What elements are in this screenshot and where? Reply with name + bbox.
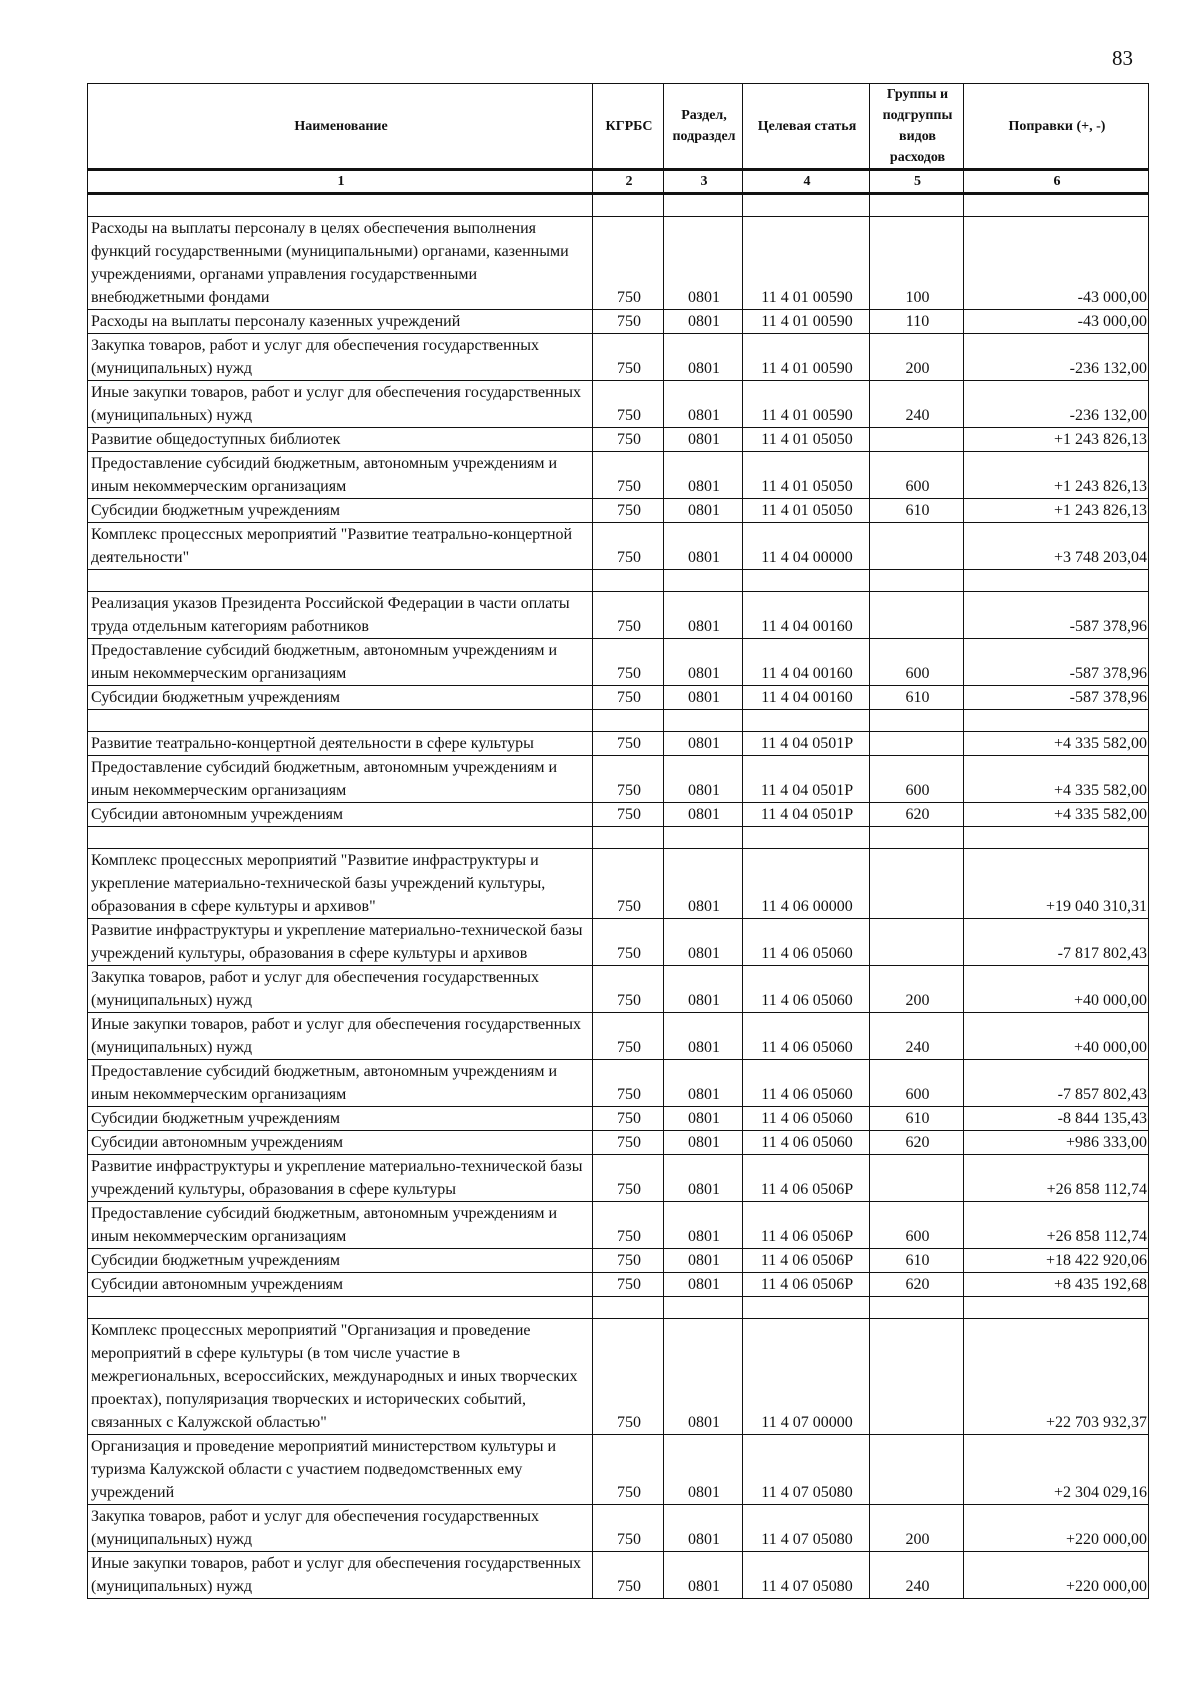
- table-row: [88, 1552, 1149, 1599]
- amount-cell: +19 040 310,31: [964, 849, 1149, 919]
- kgrbs-cell: 750: [593, 732, 664, 756]
- empty-cell: [664, 570, 743, 592]
- table-row: [88, 592, 1149, 639]
- amount-cell: +3 748 203,04: [964, 523, 1149, 570]
- row-name-cell: Предоставление субсидий бюджетным, автономным учреждениям и иным некоммерческим организациям: [88, 756, 593, 803]
- kgrbs-cell: 750: [593, 523, 664, 570]
- vid-cell: 610: [870, 1107, 964, 1131]
- row-name-cell: Субсидии автономным учреждениям: [88, 803, 593, 827]
- kgrbs-cell: 750: [593, 1505, 664, 1552]
- vid-cell: 240: [870, 1552, 964, 1599]
- row-name-cell: Комплекс процессных мероприятий "Развитие инфраструктуры и укрепление материально-технической базы учреждений культуры, образования в сфере культуры и архивов": [88, 849, 593, 919]
- table-row: [88, 966, 1149, 1013]
- vid-cell: 620: [870, 1273, 964, 1297]
- razdel-cell: 0801: [664, 1131, 743, 1155]
- row-name-cell: Иные закупки товаров, работ и услуг для обеспечения государственных (муниципальных) нужд: [88, 1552, 593, 1599]
- empty-cell: [870, 570, 964, 592]
- empty-cell: [743, 827, 870, 849]
- row-name-cell: Субсидии бюджетным учреждениям: [88, 499, 593, 523]
- amount-cell: -587 378,96: [964, 592, 1149, 639]
- vid-cell: [870, 428, 964, 452]
- vid-cell: 600: [870, 756, 964, 803]
- kgrbs-cell: 750: [593, 1107, 664, 1131]
- razdel-cell: 0801: [664, 1505, 743, 1552]
- tselevaya-cell: 11 4 01 05050: [743, 452, 870, 499]
- table-row: [88, 381, 1149, 428]
- empty-cell: [664, 710, 743, 732]
- kgrbs-cell: 750: [593, 686, 664, 710]
- amount-cell: +22 703 932,37: [964, 1319, 1149, 1435]
- amount-cell: +220 000,00: [964, 1505, 1149, 1552]
- tselevaya-cell: 11 4 04 0501P: [743, 756, 870, 803]
- amount-cell: +40 000,00: [964, 1013, 1149, 1060]
- razdel-cell: 0801: [664, 428, 743, 452]
- empty-cell: [664, 194, 743, 217]
- tselevaya-cell: 11 4 01 05050: [743, 499, 870, 523]
- table-row: [88, 1319, 1149, 1435]
- row-name-cell: Предоставление субсидий бюджетным, автономным учреждениям и иным некоммерческим организациям: [88, 639, 593, 686]
- kgrbs-cell: 750: [593, 1131, 664, 1155]
- kgrbs-cell: 750: [593, 381, 664, 428]
- razdel-cell: 0801: [664, 966, 743, 1013]
- row-name-cell: Комплекс процессных мероприятий "Организация и проведение мероприятий в сфере культуры (в том числе участие в межрегиональных, всероссийских, международных и иных творческих проектах), популяризация творческих и исторических событий, связанных с Калужской областью": [88, 1319, 593, 1435]
- empty-cell: [964, 710, 1149, 732]
- amount-cell: +1 243 826,13: [964, 428, 1149, 452]
- empty-cell: [593, 570, 664, 592]
- empty-cell: [743, 570, 870, 592]
- tselevaya-cell: 11 4 04 00000: [743, 523, 870, 570]
- table-row: [88, 1155, 1149, 1202]
- row-name-cell: Субсидии бюджетным учреждениям: [88, 686, 593, 710]
- kgrbs-cell: 750: [593, 849, 664, 919]
- razdel-cell: 0801: [664, 1319, 743, 1435]
- razdel-cell: 0801: [664, 803, 743, 827]
- kgrbs-cell: 750: [593, 1249, 664, 1273]
- empty-cell: [593, 827, 664, 849]
- header-razdel: Раздел, подраздел: [664, 84, 743, 170]
- amount-cell: -8 844 135,43: [964, 1107, 1149, 1131]
- empty-cell: [664, 827, 743, 849]
- razdel-cell: 0801: [664, 1552, 743, 1599]
- kgrbs-cell: 750: [593, 1552, 664, 1599]
- kgrbs-cell: 750: [593, 1013, 664, 1060]
- vid-cell: 600: [870, 1060, 964, 1107]
- amount-cell: +26 858 112,74: [964, 1202, 1149, 1249]
- kgrbs-cell: 750: [593, 1202, 664, 1249]
- row-name-cell: Комплекс процессных мероприятий "Развитие театрально-концертной деятельности": [88, 523, 593, 570]
- amount-cell: +40 000,00: [964, 966, 1149, 1013]
- amount-cell: +220 000,00: [964, 1552, 1149, 1599]
- row-name-cell: Развитие инфраструктуры и укрепление материально-технической базы учреждений культуры, образования в сфере культуры: [88, 1155, 593, 1202]
- table-row: [88, 919, 1149, 966]
- table-row: [88, 334, 1149, 381]
- vid-cell: [870, 1319, 964, 1435]
- vid-cell: 610: [870, 1249, 964, 1273]
- empty-cell: [593, 710, 664, 732]
- razdel-cell: 0801: [664, 732, 743, 756]
- table-row: [88, 1013, 1149, 1060]
- blank-row: [88, 570, 1149, 592]
- vid-cell: [870, 523, 964, 570]
- table-row: [88, 1505, 1149, 1552]
- vid-cell: [870, 1155, 964, 1202]
- kgrbs-cell: 750: [593, 592, 664, 639]
- tselevaya-cell: 11 4 06 05060: [743, 1060, 870, 1107]
- kgrbs-cell: 750: [593, 919, 664, 966]
- kgrbs-cell: 750: [593, 428, 664, 452]
- razdel-cell: 0801: [664, 381, 743, 428]
- amount-cell: -43 000,00: [964, 310, 1149, 334]
- empty-cell: [743, 1297, 870, 1319]
- row-name-cell: Закупка товаров, работ и услуг для обеспечения государственных (муниципальных) нужд: [88, 966, 593, 1013]
- empty-cell: [870, 827, 964, 849]
- blank-row: [88, 827, 1149, 849]
- amount-cell: -43 000,00: [964, 217, 1149, 310]
- column-number: 6: [964, 170, 1149, 194]
- amount-cell: +1 243 826,13: [964, 499, 1149, 523]
- row-name-cell: Расходы на выплаты персоналу казенных учреждений: [88, 310, 593, 334]
- empty-cell: [88, 194, 593, 217]
- empty-cell: [88, 570, 593, 592]
- table-row: [88, 310, 1149, 334]
- row-name-cell: Предоставление субсидий бюджетным, автономным учреждениям и иным некоммерческим организациям: [88, 1060, 593, 1107]
- column-number: 1: [88, 170, 593, 194]
- vid-cell: 200: [870, 966, 964, 1013]
- amount-cell: -587 378,96: [964, 639, 1149, 686]
- vid-cell: 200: [870, 334, 964, 381]
- amount-cell: +18 422 920,06: [964, 1249, 1149, 1273]
- table-row: [88, 1202, 1149, 1249]
- empty-cell: [870, 194, 964, 217]
- razdel-cell: 0801: [664, 1013, 743, 1060]
- razdel-cell: 0801: [664, 217, 743, 310]
- tselevaya-cell: 11 4 07 05080: [743, 1435, 870, 1505]
- tselevaya-cell: 11 4 06 0506P: [743, 1155, 870, 1202]
- razdel-cell: 0801: [664, 310, 743, 334]
- row-name-cell: Предоставление субсидий бюджетным, автономным учреждениям и иным некоммерческим организациям: [88, 1202, 593, 1249]
- tselevaya-cell: 11 4 06 0506P: [743, 1273, 870, 1297]
- empty-cell: [88, 827, 593, 849]
- vid-cell: [870, 592, 964, 639]
- tselevaya-cell: 11 4 01 00590: [743, 334, 870, 381]
- row-name-cell: Реализация указов Президента Российской Федерации в части оплаты труда отдельным категориям работников: [88, 592, 593, 639]
- razdel-cell: 0801: [664, 756, 743, 803]
- razdel-cell: 0801: [664, 1249, 743, 1273]
- razdel-cell: 0801: [664, 1155, 743, 1202]
- amount-cell: +1 243 826,13: [964, 452, 1149, 499]
- row-name-cell: Развитие театрально-концертной деятельности в сфере культуры: [88, 732, 593, 756]
- amount-cell: -236 132,00: [964, 381, 1149, 428]
- razdel-cell: 0801: [664, 499, 743, 523]
- row-name-cell: Закупка товаров, работ и услуг для обеспечения государственных (муниципальных) нужд: [88, 1505, 593, 1552]
- table-row: [88, 428, 1149, 452]
- empty-cell: [664, 1297, 743, 1319]
- amount-cell: -7 817 802,43: [964, 919, 1149, 966]
- tselevaya-cell: 11 4 07 00000: [743, 1319, 870, 1435]
- vid-cell: 620: [870, 803, 964, 827]
- blank-row: [88, 194, 1149, 217]
- amount-cell: +4 335 582,00: [964, 803, 1149, 827]
- tselevaya-cell: 11 4 06 05060: [743, 966, 870, 1013]
- table-row: [88, 1107, 1149, 1131]
- vid-cell: [870, 919, 964, 966]
- tselevaya-cell: 11 4 06 05060: [743, 919, 870, 966]
- budget-amendments-table: [87, 83, 1149, 1599]
- tselevaya-cell: 11 4 07 05080: [743, 1552, 870, 1599]
- kgrbs-cell: 750: [593, 334, 664, 381]
- table-row: [88, 523, 1149, 570]
- table-row: [88, 217, 1149, 310]
- table-row: [88, 452, 1149, 499]
- amount-cell: +986 333,00: [964, 1131, 1149, 1155]
- kgrbs-cell: 750: [593, 310, 664, 334]
- row-name-cell: Субсидии автономным учреждениям: [88, 1273, 593, 1297]
- vid-cell: [870, 849, 964, 919]
- tselevaya-cell: 11 4 01 00590: [743, 381, 870, 428]
- razdel-cell: 0801: [664, 686, 743, 710]
- empty-cell: [964, 1297, 1149, 1319]
- amount-cell: -7 857 802,43: [964, 1060, 1149, 1107]
- razdel-cell: 0801: [664, 639, 743, 686]
- table-row: [88, 849, 1149, 919]
- vid-cell: 600: [870, 639, 964, 686]
- kgrbs-cell: 750: [593, 1155, 664, 1202]
- tselevaya-cell: 11 4 04 00160: [743, 639, 870, 686]
- kgrbs-cell: 750: [593, 756, 664, 803]
- kgrbs-cell: 750: [593, 1319, 664, 1435]
- empty-cell: [964, 570, 1149, 592]
- vid-cell: [870, 732, 964, 756]
- table-row: [88, 732, 1149, 756]
- razdel-cell: 0801: [664, 592, 743, 639]
- tselevaya-cell: 11 4 04 00160: [743, 686, 870, 710]
- razdel-cell: 0801: [664, 1273, 743, 1297]
- column-number: 5: [870, 170, 964, 194]
- kgrbs-cell: 750: [593, 966, 664, 1013]
- row-name-cell: Иные закупки товаров, работ и услуг для обеспечения государственных (муниципальных) нужд: [88, 381, 593, 428]
- tselevaya-cell: 11 4 06 0506P: [743, 1249, 870, 1273]
- page-number: 83: [1112, 46, 1133, 70]
- razdel-cell: 0801: [664, 919, 743, 966]
- amount-cell: +2 304 029,16: [964, 1435, 1149, 1505]
- table-row: [88, 756, 1149, 803]
- kgrbs-cell: 750: [593, 217, 664, 310]
- table-row: [88, 1060, 1149, 1107]
- vid-cell: 240: [870, 381, 964, 428]
- kgrbs-cell: 750: [593, 803, 664, 827]
- tselevaya-cell: 11 4 04 0501P: [743, 803, 870, 827]
- tselevaya-cell: 11 4 07 05080: [743, 1505, 870, 1552]
- razdel-cell: 0801: [664, 523, 743, 570]
- razdel-cell: 0801: [664, 452, 743, 499]
- vid-cell: 240: [870, 1013, 964, 1060]
- tselevaya-cell: 11 4 06 05060: [743, 1107, 870, 1131]
- header-amount: Поправки (+, -): [964, 84, 1149, 170]
- razdel-cell: 0801: [664, 1202, 743, 1249]
- header-tselevaya: Целевая статья: [743, 84, 870, 170]
- row-name-cell: Субсидии автономным учреждениям: [88, 1131, 593, 1155]
- vid-cell: 200: [870, 1505, 964, 1552]
- vid-cell: [870, 1435, 964, 1505]
- vid-cell: 610: [870, 686, 964, 710]
- table-row: [88, 639, 1149, 686]
- amount-cell: -587 378,96: [964, 686, 1149, 710]
- header-kgrbs: КГРБС: [593, 84, 664, 170]
- tselevaya-cell: 11 4 01 00590: [743, 217, 870, 310]
- column-number: 3: [664, 170, 743, 194]
- vid-cell: 600: [870, 1202, 964, 1249]
- vid-cell: 610: [870, 499, 964, 523]
- tselevaya-cell: 11 4 06 0506P: [743, 1202, 870, 1249]
- amount-cell: -236 132,00: [964, 334, 1149, 381]
- table-row: [88, 1435, 1149, 1505]
- empty-cell: [593, 194, 664, 217]
- row-name-cell: Закупка товаров, работ и услуг для обеспечения государственных (муниципальных) нужд: [88, 334, 593, 381]
- table-body: [88, 194, 1149, 1599]
- table-row: [88, 499, 1149, 523]
- tselevaya-cell: 11 4 01 00590: [743, 310, 870, 334]
- tselevaya-cell: 11 4 01 05050: [743, 428, 870, 452]
- kgrbs-cell: 750: [593, 639, 664, 686]
- blank-row: [88, 710, 1149, 732]
- tselevaya-cell: 11 4 06 00000: [743, 849, 870, 919]
- empty-cell: [743, 194, 870, 217]
- row-name-cell: Расходы на выплаты персоналу в целях обеспечения выполнения функций государственными (муниципальными) органами, казенными учреждениями, органами управления государственными внебюджетными фондами: [88, 217, 593, 310]
- empty-cell: [593, 1297, 664, 1319]
- row-name-cell: Иные закупки товаров, работ и услуг для обеспечения государственных (муниципальных) нужд: [88, 1013, 593, 1060]
- razdel-cell: 0801: [664, 334, 743, 381]
- razdel-cell: 0801: [664, 849, 743, 919]
- amount-cell: +26 858 112,74: [964, 1155, 1149, 1202]
- amount-cell: +8 435 192,68: [964, 1273, 1149, 1297]
- amount-cell: +4 335 582,00: [964, 756, 1149, 803]
- tselevaya-cell: 11 4 04 00160: [743, 592, 870, 639]
- column-number: 4: [743, 170, 870, 194]
- vid-cell: 620: [870, 1131, 964, 1155]
- kgrbs-cell: 750: [593, 499, 664, 523]
- empty-cell: [870, 1297, 964, 1319]
- table-row: [88, 803, 1149, 827]
- row-name-cell: Организация и проведение мероприятий министерством культуры и туризма Калужской области с участием подведомственных ему учреждений: [88, 1435, 593, 1505]
- razdel-cell: 0801: [664, 1060, 743, 1107]
- kgrbs-cell: 750: [593, 1435, 664, 1505]
- row-name-cell: Субсидии бюджетным учреждениям: [88, 1249, 593, 1273]
- empty-cell: [964, 827, 1149, 849]
- empty-cell: [88, 1297, 593, 1319]
- kgrbs-cell: 750: [593, 1273, 664, 1297]
- razdel-cell: 0801: [664, 1435, 743, 1505]
- tselevaya-cell: 11 4 04 0501P: [743, 732, 870, 756]
- empty-cell: [88, 710, 593, 732]
- empty-cell: [870, 710, 964, 732]
- razdel-cell: 0801: [664, 1107, 743, 1131]
- amount-cell: +4 335 582,00: [964, 732, 1149, 756]
- table-row: [88, 1273, 1149, 1297]
- header-vid: Группы и подгруппы видов расходов: [870, 84, 964, 170]
- column-number: 2: [593, 170, 664, 194]
- kgrbs-cell: 750: [593, 452, 664, 499]
- header-name: Наименование: [88, 84, 593, 170]
- empty-cell: [743, 710, 870, 732]
- row-name-cell: Предоставление субсидий бюджетным, автономным учреждениям и иным некоммерческим организациям: [88, 452, 593, 499]
- table-row: [88, 686, 1149, 710]
- vid-cell: 100: [870, 217, 964, 310]
- tselevaya-cell: 11 4 06 05060: [743, 1131, 870, 1155]
- row-name-cell: Субсидии бюджетным учреждениям: [88, 1107, 593, 1131]
- kgrbs-cell: 750: [593, 1060, 664, 1107]
- table-row: [88, 1131, 1149, 1155]
- row-name-cell: Развитие общедоступных библиотек: [88, 428, 593, 452]
- vid-cell: 600: [870, 452, 964, 499]
- table-row: [88, 1249, 1149, 1273]
- tselevaya-cell: 11 4 06 05060: [743, 1013, 870, 1060]
- empty-cell: [964, 194, 1149, 217]
- row-name-cell: Развитие инфраструктуры и укрепление материально-технической базы учреждений культуры, образования в сфере культуры и архивов: [88, 919, 593, 966]
- blank-row: [88, 1297, 1149, 1319]
- vid-cell: 110: [870, 310, 964, 334]
